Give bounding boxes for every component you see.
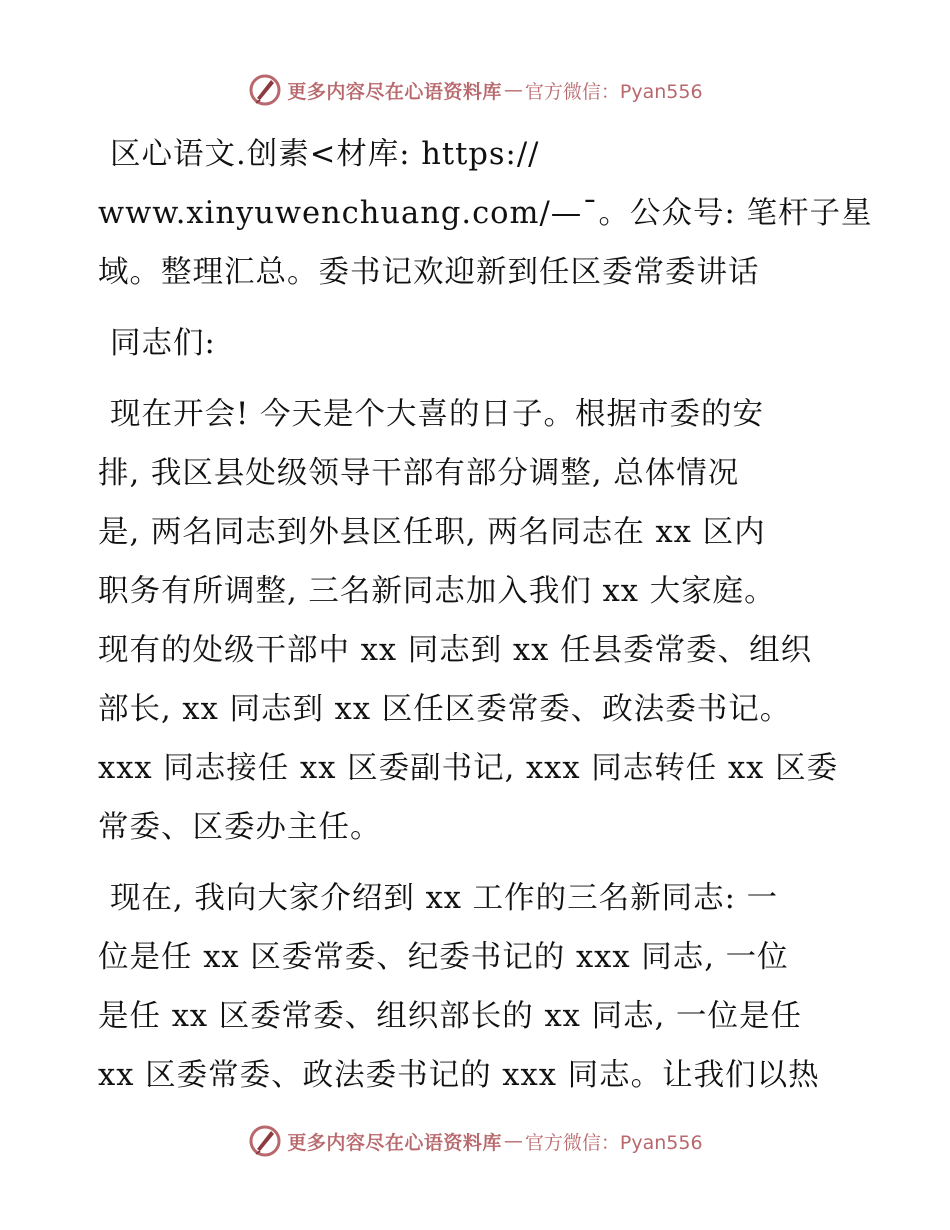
paragraph-intro bbox=[98, 125, 873, 302]
text-line: 域。整理汇总。委书记欢迎新到任区委常委讲话 bbox=[98, 255, 760, 290]
text-line: 位是任 xx 区委常委、纪委书记的 xxx 同志, 一位 bbox=[98, 940, 789, 975]
text-line: 职务有所调整, 三名新同志加入我们 xx 大家庭。 bbox=[98, 574, 776, 609]
banner-wechat-text: 官方微信：Pyan556 bbox=[524, 1131, 703, 1154]
paragraph-introductions bbox=[98, 869, 858, 1105]
banner-separator: — bbox=[503, 79, 523, 101]
document-body bbox=[98, 125, 873, 1105]
text-line: 排, 我区县处级领导干部有部分调整, 总体情况 bbox=[98, 456, 740, 491]
banner-brand-text: 更多内容尽在心语资料库 bbox=[287, 1131, 502, 1154]
text-line: xx 区委常委、政法委书记的 xxx 同志。让我们以热 bbox=[98, 1058, 820, 1093]
text-line: 区心语文.创素<材库: https:// bbox=[110, 137, 540, 172]
header-watermark-banner bbox=[0, 70, 950, 110]
text-line: 是, 两名同志到外县区任职, 两名同志在 xx 区内 bbox=[98, 515, 766, 550]
text-line: xxx 同志接任 xx 区委副书记, xxx 同志转任 xx 区委 bbox=[98, 751, 839, 786]
text-line: 同志们: bbox=[110, 326, 216, 361]
text-line: 现有的处级干部中 xx 同志到 xx 任县委常委、组织 bbox=[98, 633, 813, 668]
banner-wechat-text: 官方微信：Pyan556 bbox=[524, 80, 703, 103]
text-line: 现在, 我向大家介绍到 xx 工作的三名新同志: 一 bbox=[110, 881, 779, 916]
text-line: 现在开会! 今天是个大喜的日子。根据市委的安 bbox=[110, 397, 764, 432]
text-line: 是任 xx 区委常委、组织部长的 xx 同志, 一位是任 bbox=[98, 999, 802, 1034]
paragraph-opening bbox=[98, 385, 858, 857]
quill-circle-logo-icon bbox=[247, 1123, 283, 1159]
footer-watermark-banner bbox=[0, 1121, 950, 1161]
text-line: www.xinyuwenchuang.com/—¯。公众号: 笔杆子星 bbox=[98, 196, 873, 231]
paragraph-greeting bbox=[98, 314, 858, 373]
text-line: 常委、区委办主任。 bbox=[98, 810, 382, 845]
quill-circle-logo-icon bbox=[247, 72, 283, 108]
text-line: 部长, xx 同志到 xx 区任区委常委、政法委书记。 bbox=[98, 692, 792, 727]
banner-brand-text: 更多内容尽在心语资料库 bbox=[287, 80, 502, 103]
banner-separator: — bbox=[503, 1130, 523, 1152]
